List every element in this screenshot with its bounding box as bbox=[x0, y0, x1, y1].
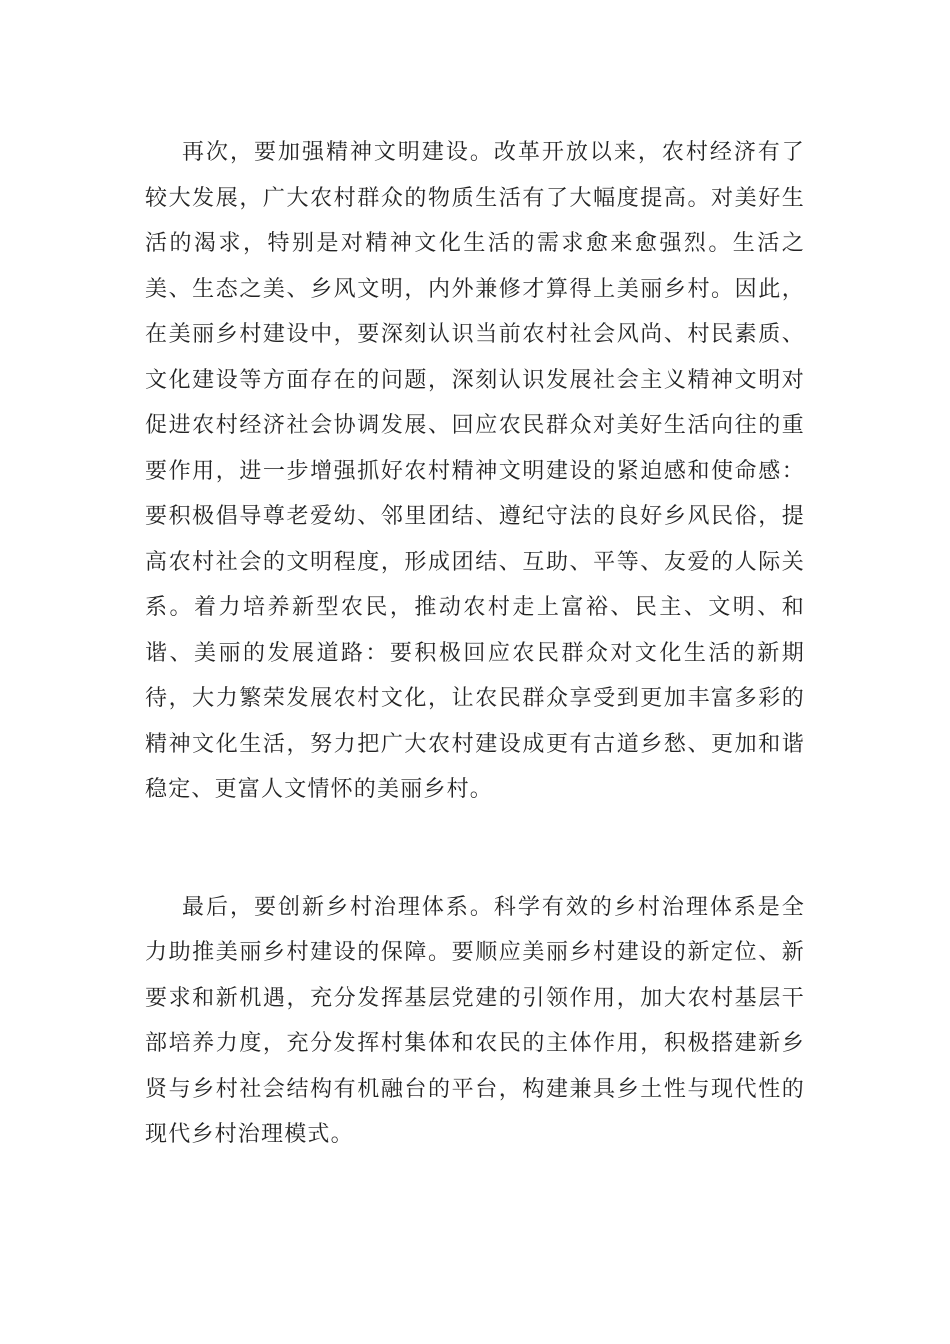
paragraph-rural-governance: 最后，要创新乡村治理体系。科学有效的乡村治理体系是全力助推美丽乡村建设的保障。要顺应美丽乡村建设的新定位、新要求和新机遇，充分发挥基层党建的引领作用，加大农村基层干部培养力度，充分发挥村集体和农民的主体作用，积极搭建新乡贤与乡村社会结构有机融台的平台，构建兼具乡土性与现代性的现代乡村治理模式。 bbox=[145, 894, 805, 1147]
paragraph-spacer bbox=[145, 813, 805, 885]
paragraph-spiritual-civilization: 再次，要加强精神文明建设。改革开放以来，农村经济有了较大发展，广大农村群众的物质生活有了大幅度提高。对美好生活的渴求，特别是对精神文化生活的需求愈来愈强烈。生活之美、生态之美、乡风文明，内外兼修才算得上美丽乡村。因此，在美丽乡村建设中，要深刻认识当前农村社会风尚、村民素质、文化建设等方面存在的问题，深刻认识发展社会主义精神文明对促进农村经济社会协调发展、回应农民群众对美好生活向往的重要作用，进一步增强抓好农村精神文明建设的紧迫感和使命感：要积极倡导尊老爱幼、邻里团结、遵纪守法的良好乡风民俗，提高农村社会的文明程度，形成团结、互助、平等、友爱的人际关系。着力培养新型农民，推动农村走上富裕、民主、文明、和谐、美丽的发展道路：要积极回应农民群众对文化生活的新期待，大力繁荣发展农村文化，让农民群众享受到更加丰富多彩的精神文化生活，努力把广大农村建设成更有古道乡愁、更加和谐稳定、更富人文情怀的美丽乡村。 bbox=[145, 140, 805, 802]
document-body bbox=[145, 130, 805, 1158]
